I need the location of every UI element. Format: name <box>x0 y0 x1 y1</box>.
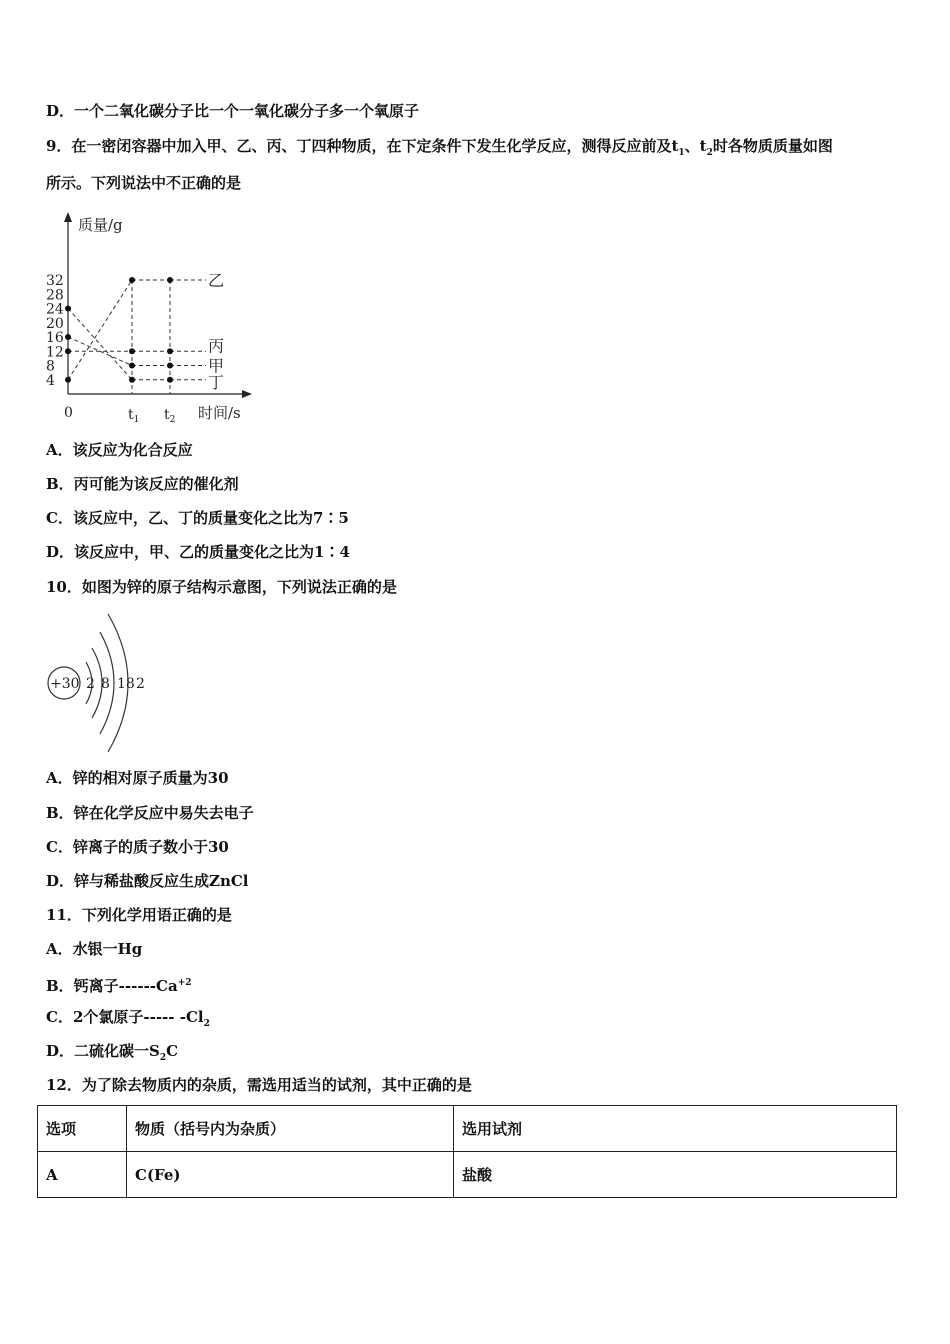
q10-stem: 10．如图为锌的原子结构示意图，下列说法正确的是 <box>46 578 397 596</box>
x-tick-t1 <box>128 407 139 425</box>
q9-stem-line1 <box>46 136 833 163</box>
q9-stem-line2: 所示。下列说法中不正确的是 <box>46 174 242 192</box>
data-point <box>167 363 173 369</box>
data-point <box>167 348 173 354</box>
q11-option-d-text1: D．二硫化碳一S <box>46 1042 160 1060</box>
shell-electrons-4: 2 <box>136 676 145 692</box>
x-tick-t2-sub: 2 <box>169 415 176 425</box>
series-line-segment <box>68 280 132 380</box>
series-label: 乙 <box>208 271 225 290</box>
nucleus-charge: +30 <box>50 676 80 692</box>
x-axis-label: 时间/s <box>198 404 241 422</box>
q9-option-d: D．该反应中，甲、乙的质量变化之比为1∶4 <box>46 543 350 561</box>
x-tick-t2-main: t <box>164 407 170 423</box>
y-tick-label: 24 <box>46 301 64 318</box>
q9-option-b: B．丙可能为该反应的催化剂 <box>46 475 239 493</box>
q11-option-c <box>46 1007 210 1034</box>
y-axis-arrow <box>64 212 72 222</box>
y-tick-label: 12 <box>46 344 64 361</box>
zinc-atom-diagram <box>40 608 160 758</box>
y-tick-label: 8 <box>46 358 55 375</box>
data-point <box>167 277 173 283</box>
data-point <box>65 306 71 312</box>
q11-option-d <box>46 1041 178 1068</box>
y-tick-label: 16 <box>46 330 64 346</box>
table-cell: C(Fe) <box>127 1152 454 1198</box>
q10-option-a: A．锌的相对原子质量为30 <box>46 769 229 787</box>
q11-stem: 11．下列化学用语正确的是 <box>46 906 232 924</box>
q9-option-a: A．该反应为化合反应 <box>46 441 193 459</box>
table-header-cell: 选项 <box>38 1106 127 1152</box>
mass-time-chart <box>40 208 270 428</box>
data-point <box>167 377 173 383</box>
q9-option-c: C．该反应中，乙、丁的质量变化之比为7∶5 <box>46 509 349 527</box>
data-point <box>129 377 135 383</box>
q11-option-c-text: C．2个氯原子----- -Cl <box>46 1008 204 1026</box>
q11-option-b-charge: +2 <box>177 978 192 988</box>
data-point <box>129 363 135 369</box>
q12-options-table <box>37 1105 897 1198</box>
q11-option-b <box>46 973 192 996</box>
series-label: 丁 <box>208 372 225 392</box>
q9-stem-sep: 、t <box>684 137 707 155</box>
y-tick-label: 20 <box>46 315 64 332</box>
q11-option-b-text: B．钙离子------Ca <box>46 977 178 995</box>
q10-option-d: D．锌与稀盐酸反应生成ZnCl <box>46 872 249 890</box>
y-tick-label: 32 <box>46 273 64 289</box>
y-tick-label: 28 <box>46 287 64 304</box>
q12-stem: 12．为了除去物质内的杂质，需选用适当的试剂，其中正确的是 <box>46 1076 472 1094</box>
shell-electrons-1: 2 <box>86 676 95 692</box>
table-row <box>38 1152 897 1198</box>
table-header-cell: 物质（括号内为杂质） <box>127 1106 454 1152</box>
data-point <box>129 277 135 283</box>
data-point <box>65 334 71 340</box>
q10-option-b: B．锌在化学反应中易失去电子 <box>46 804 254 822</box>
data-point <box>65 348 71 354</box>
table-header-cell: 选用试剂 <box>454 1106 897 1152</box>
shell-electrons-3: 18 <box>117 676 135 692</box>
x-axis-arrow <box>242 390 252 398</box>
series-line-segment <box>68 309 132 380</box>
y-axis-label: 质量/g <box>78 216 123 234</box>
q11-option-a: A．水银一Hg <box>46 940 143 958</box>
q9-stem-sub2: 2 <box>706 148 713 158</box>
q11-option-d-sub: 2 <box>159 1053 167 1063</box>
series-label: 丙 <box>208 336 225 356</box>
q9-stem-sub1: 1 <box>678 148 685 158</box>
q8-option-d: D．一个二氧化碳分子比一个一氧化碳分子多一个氧原子 <box>46 102 420 120</box>
x-tick-t1-main: t <box>128 407 134 423</box>
y-tick-label: 4 <box>46 372 55 389</box>
q11-option-c-sub: 2 <box>203 1019 210 1029</box>
origin-label: 0 <box>64 405 73 421</box>
q9-stem-part1: 9．在一密闭容器中加入甲、乙、丙、丁四种物质，在下定条件下发生化学反应，测得反应前及t <box>46 137 679 155</box>
shell-electrons-2: 8 <box>101 676 110 692</box>
table-cell: 盐酸 <box>454 1152 897 1198</box>
q11-option-d-text2: C <box>166 1042 179 1060</box>
q9-stem-part2: 时各物质质量如图 <box>712 137 833 155</box>
series-label: 甲 <box>208 356 225 376</box>
x-tick-t2 <box>164 407 175 425</box>
data-point <box>129 348 135 354</box>
x-tick-t1-sub: 1 <box>133 415 140 425</box>
table-header-row <box>38 1106 897 1152</box>
data-point <box>65 377 71 383</box>
q10-option-c: C．锌离子的质子数小于30 <box>46 838 229 856</box>
table-cell: A <box>38 1152 127 1198</box>
